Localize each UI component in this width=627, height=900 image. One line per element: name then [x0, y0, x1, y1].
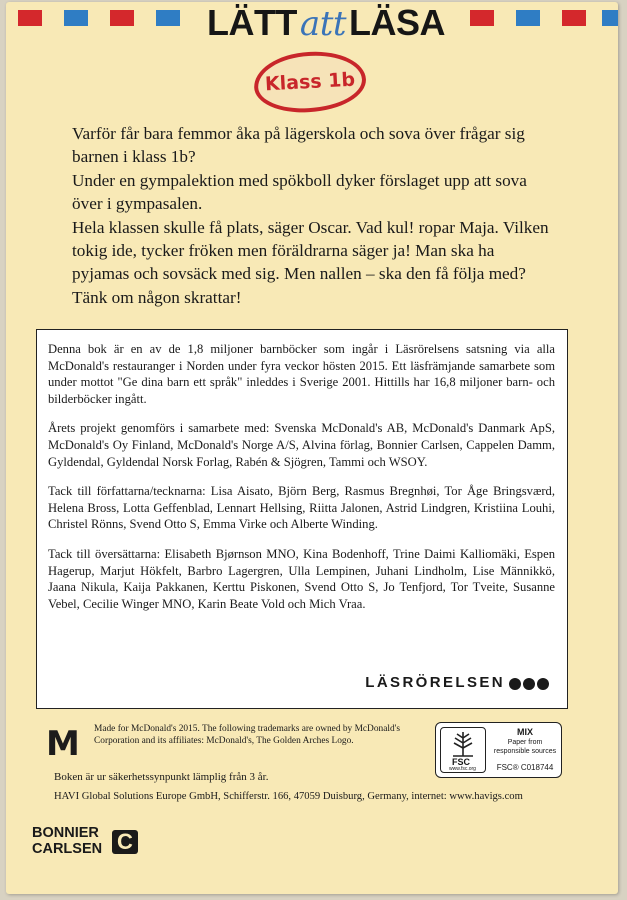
fsc-label [435, 722, 562, 778]
airmail-stripe [18, 10, 42, 26]
back-cover [6, 2, 618, 894]
lasrorelsen-logo-text: LÄSRÖRELSEN [365, 674, 505, 692]
fsc-mix: MIX [516, 727, 533, 737]
info-paragraph: Denna bok är en av de 1,8 miljoner barnböcker som ingår i Läsrörelsens satsning via alla McDonald's restauranger i Norden under fyra veckor hösten 2015. Ett läsfrämjande samarbete som under mottot "Ge dina barn ett språk" inleddes i Sverige 2001. Hittills har 16,8 miljoner barn- och bilderböcker ingått. [48, 342, 555, 406]
blurb-paragraph: Hela klassen skulle få plats, säger Oscar. Vad kul! ropar Maja. Vilken tokig ide, tycker fröken men föräldrarna säger ja! Man ska ha pyjamas och sovsäck med sig. Men nallen – ska den få följa med? Tänk om någon skrattar! [72, 217, 549, 307]
blurb [72, 122, 552, 309]
safety-text: Boken är ur säkerhetssynpunkt lämplig från 3 år. [54, 771, 269, 783]
airmail-stripe [602, 10, 618, 26]
airmail-stripe [562, 10, 586, 26]
fsc-tree-icon [440, 727, 486, 773]
class-badge: Klass 1b [253, 49, 368, 115]
info-paragraph: Tack till författarna/tecknarna: Lisa Aisato, Björn Berg, Rasmus Bregnhøi, Tor Åge Bringsværd, Helena Bross, Lotta Geffenblad, Lennart Hellsing, Riitta Jalonen, Astrid Lindgren, Kristiina Louhi, Christel Rönns, Svend Otto S, Emma Virke och Alberte Winding. [48, 484, 555, 532]
series-logo-right: LÄSA [349, 2, 446, 43]
airmail-stripe [470, 10, 494, 26]
lasrorelsen-dots-icon [507, 678, 549, 690]
fsc-word: FSC [452, 757, 470, 767]
airmail-stripe [110, 10, 134, 26]
blurb-paragraph: Varför får bara femmor åka på lägerskola och sova över frågar sig barnen i klass 1b? [72, 124, 525, 167]
publisher-line1: BONNIER [32, 825, 99, 841]
info-paragraph: Tack till översättarna: Elisabeth Bjørnson MNO, Kina Bodenhoff, Trine Daimi Kalliomäki, Espen Hagerup, Marjut Hökfelt, Barbro Lagergren, Ulla Lempinen, Juhani Lindholm, Lise Männikkö, Jaana Nikula, Kaija Pakkanen, Kerttu Piskonen, Svend Otto S, Jo Tenfjord, Tor Tveite, Susanne Vebel, Cecilie Winger MNO, Karin Beate Vold och Mich Vraa. [48, 546, 555, 611]
series-logo-left: LÄTT [206, 2, 297, 43]
fsc-code: FSC® C018744 [496, 763, 554, 772]
airmail-stripe [516, 10, 540, 26]
blurb-paragraph: Under en gympalektion med spökboll dyker förslaget upp att sova över i gympasalen. [72, 170, 527, 214]
info-box [36, 329, 568, 709]
publisher-logo [32, 825, 102, 857]
fsc-description: Paper from responsible sources [493, 739, 557, 755]
lasrorelsen-logo [365, 675, 549, 692]
fsc-web: www.fsc.org [449, 766, 476, 772]
info-paragraph: Årets projekt genomförs i samarbete med: Svenska McDonald's AB, McDonald's Danmark ApS, McDonald's Oy Finland, McDonald's Norge A/S, Alvina förlag, Bonnier Carlsen, Cappelen Damm, Gyldendal, Gyldendal Norsk Forlag, Rabén & Sjögren, Tammi och WSOY. [48, 421, 555, 469]
havi-text: HAVI Global Solutions Europe GmbH, Schifferstr. 166, 47059 Duisburg, Germany, internet: www.havigs.com [54, 791, 523, 802]
airmail-stripe [156, 10, 180, 26]
golden-arches-icon: M [46, 724, 77, 764]
publisher-line2: CARLSEN [32, 841, 103, 857]
airmail-stripe [64, 10, 88, 26]
trademark-text: Made for McDonald's 2015. The following trademarks are owned by McDonald's Corporation and its affiliates: McDonald's, The Golden Arches Logo. [94, 724, 400, 746]
publisher-mark-icon: C [112, 830, 138, 854]
series-logo-mid: att [299, 4, 347, 44]
series-logo [196, 2, 456, 44]
